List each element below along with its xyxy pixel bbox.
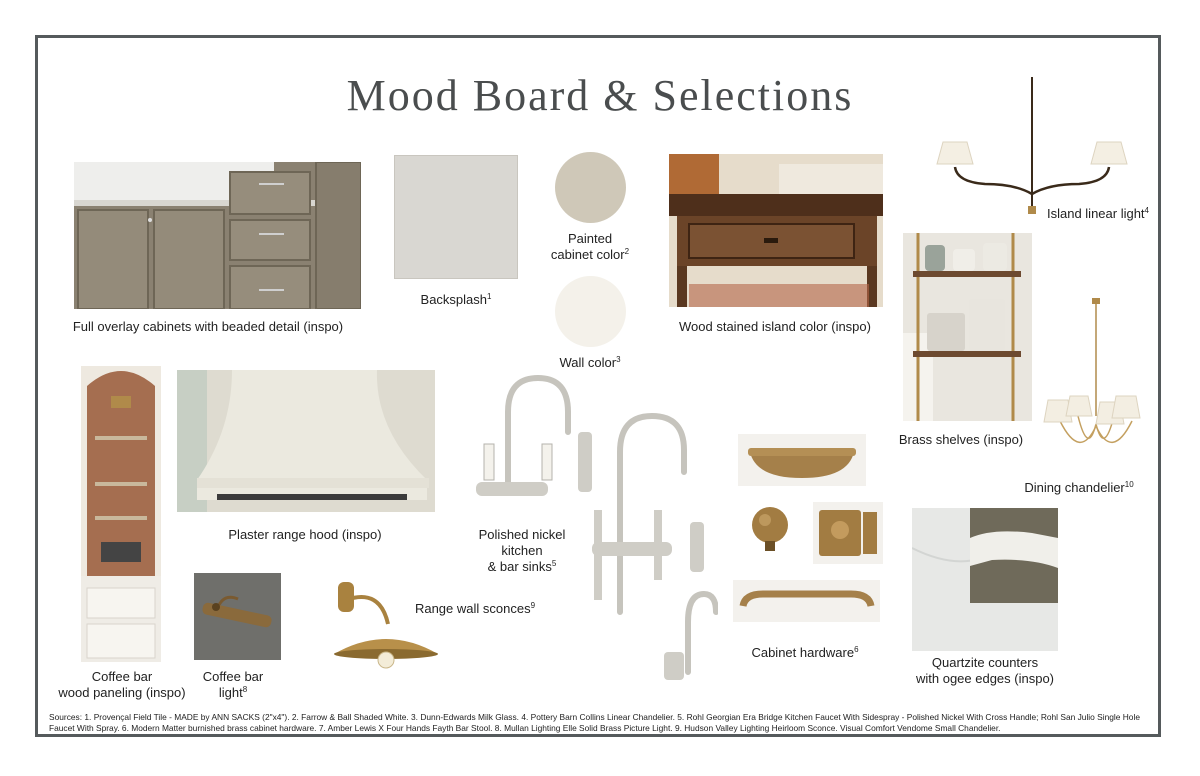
island-wood-photo (669, 154, 883, 307)
brass-shelves-caption: Brass shelves (inspo) (898, 432, 1024, 447)
island-wood-caption: Wood stained island color (inspo) (679, 319, 871, 334)
sources-footnote: Sources: 1. Provençal Field Tile - MADE by ANN SACKS (2"x4"). 2. Farrow & Ball Shaded White. 3. Dunn-Edwards Milk Glass. 4. Pottery Barn Collins Linear Chandelier. 5. Rohl Georgian Era Bridge Kitchen Faucet With Sidespray - Polished Nickel With Cross Handle; Rohl San Julio Single Hole Faucet With Spray. 6. Modern Matter burnished brass cabinet hardware. 7. Amber Lewis X Four Hands Fayth Bar Stool. 8. Mullan Lighting Elle Solid Brass Picture Light. 9. Hudson Valley Lighting Heirloom Sconce. Visual Comfort Vendome Small Chandelier. (49, 712, 1140, 733)
sinks-caption: Polished nickel kitchen & bar sinks$^5$ (478, 527, 566, 574)
cabinet-latch (813, 502, 883, 564)
wall-color-swatch (555, 276, 626, 347)
round-knob (745, 503, 795, 558)
island-light-caption: Island linear light$^4$ (1046, 206, 1149, 221)
backsplash-caption: Backsplash$^1$ (420, 292, 492, 307)
painted-cabinet-caption: Painted cabinet color$^2$ (550, 231, 630, 262)
brass-shelves-photo (903, 233, 1032, 421)
hardware-caption: Cabinet hardware$^6$ (751, 645, 859, 660)
cabinets-caption: Full overlay cabinets with beaded detail (inspo) (72, 319, 344, 334)
quartzite-photo (912, 508, 1058, 651)
range-hood-caption: Plaster range hood (inspo) (228, 527, 382, 542)
coffee-panel-caption: Coffee bar wood paneling (inspo) (58, 669, 186, 700)
coffee-bar-photo (81, 366, 161, 662)
painted-cabinet-swatch (555, 152, 626, 223)
island-linear-light (925, 72, 1135, 217)
cabinets-photo (74, 162, 361, 309)
coffee-light-caption: Coffee bar light$^8$ (202, 669, 264, 700)
range-sconce-photo (330, 580, 440, 672)
backsplash-tile (394, 155, 518, 279)
coffee-bar-light-photo (194, 573, 281, 660)
quartzite-caption: Quartzite counters with ogee edges (inspo) (915, 655, 1055, 686)
range-hood-photo (177, 370, 435, 512)
page-title: Mood Board & Selections (346, 71, 854, 120)
wall-color-caption: Wall color$^3$ (559, 355, 621, 370)
cup-pull (738, 434, 866, 486)
range-sconce-caption: Range wall sconces$^9$ (414, 601, 536, 616)
dining-chandelier (1040, 296, 1144, 466)
bar-pull (733, 580, 880, 622)
dining-chandelier-caption: Dining chandelier$^{10}$ (1024, 480, 1134, 495)
